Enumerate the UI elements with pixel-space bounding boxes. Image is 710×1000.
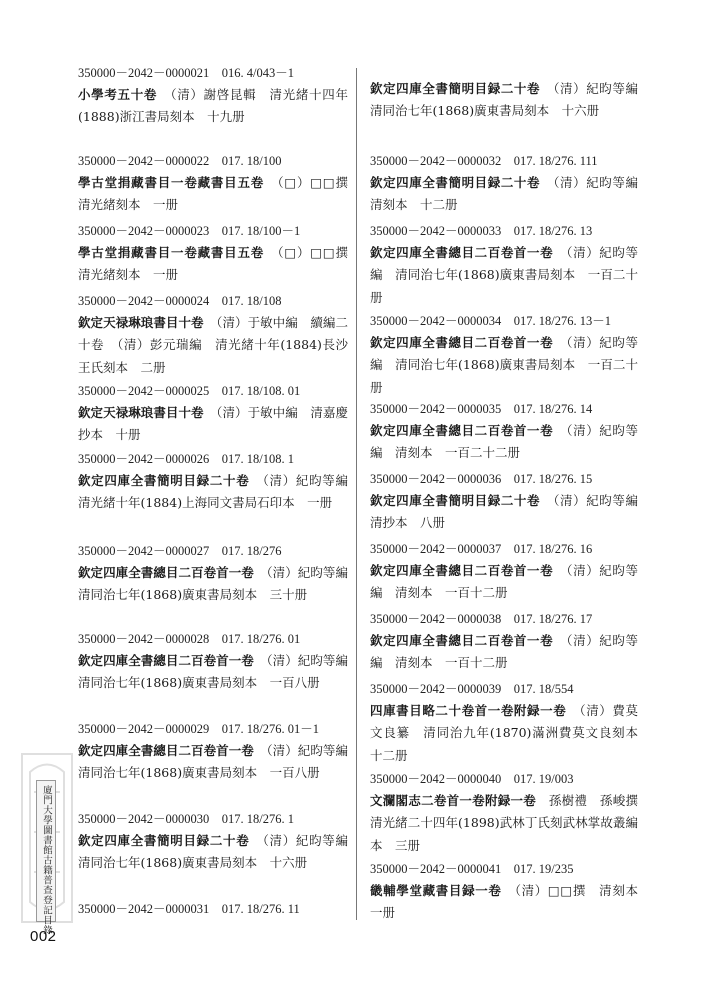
- entry-title: 欽定四庫全書總目二百卷首一卷: [370, 563, 554, 578]
- column-divider: [356, 68, 357, 920]
- entry-details: （清）紀昀等編 清同治七年(1868)廣東書局刻本 十六册: [78, 833, 361, 871]
- catalog-entry: [78, 540, 361, 607]
- entry-description: [370, 242, 638, 309]
- entry-description: [78, 242, 361, 287]
- entry-code: 350000－2042－0000034 017. 18/276. 13－1: [370, 314, 611, 328]
- entry-details: （清）紀昀等編 清刻本 一百二十二册: [370, 423, 638, 461]
- catalog-entry: [370, 858, 651, 925]
- entry-code: 350000－2042－0000040 017. 19/003: [370, 772, 574, 786]
- spine-label-text: 廈門大學圖書館古籍普查登記目錄: [41, 785, 52, 935]
- entry-code: 350000－2042－0000026 017. 18/108. 1: [78, 452, 294, 466]
- entry-title: 欽定四庫全書總目二百卷首一卷: [370, 423, 554, 438]
- catalog-entry: [78, 718, 361, 785]
- entry-title: 欽定天禄琳琅書目十卷: [78, 315, 204, 330]
- entry-description: [370, 790, 651, 857]
- entry-title: 欽定四庫全書簡明目録二十卷: [370, 81, 541, 96]
- entry-description: [78, 84, 348, 129]
- catalog-entry: [370, 468, 651, 535]
- entry-details: （清）紀昀等編 清刻本 一百十二册: [370, 563, 638, 601]
- page-number: 002: [30, 928, 57, 945]
- entry-title: 欽定四庫全書簡明目録二十卷: [370, 493, 541, 508]
- entry-title: 欽定四庫全書簡明目録二十卷: [78, 473, 250, 488]
- catalog-entry: [78, 380, 348, 447]
- catalog-entry: [78, 898, 348, 920]
- entry-title: 畿輔學堂藏書目録一卷: [370, 883, 502, 898]
- entry-details: （清）于敏中編 續編二十卷 （清）彭元瑞編 清光緒十年(1884)長沙王氏刻本 二册: [78, 315, 348, 375]
- entry-description: [78, 470, 361, 515]
- entry-title: 欽定四庫全書簡明目録二十卷: [370, 175, 541, 190]
- catalog-entry: [370, 220, 638, 309]
- entry-title: 欽定四庫全書總目二百卷首一卷: [370, 245, 554, 260]
- catalog-entry: [78, 808, 361, 875]
- entry-code: 350000－2042－0000039 017. 18/554: [370, 682, 574, 696]
- catalog-entry: [370, 768, 651, 857]
- entry-details: （清）□□撰 清刻本 一册: [370, 883, 651, 921]
- entry-description: [370, 880, 651, 925]
- entry-description: [370, 700, 651, 767]
- entry-title: 欽定四庫全書總目二百卷首一卷: [370, 633, 554, 648]
- catalog-entry: [78, 448, 361, 515]
- entry-title: 學古堂捐藏書目一卷藏書目五卷: [78, 175, 265, 190]
- catalog-entry: [370, 678, 651, 767]
- entry-details: （□）□□撰 清光緒刻本 一册: [78, 175, 361, 213]
- catalog-entry: [370, 78, 651, 123]
- spine-label: [36, 780, 56, 935]
- entry-details: （清）于敏中編 清嘉慶抄本 十册: [78, 405, 348, 443]
- entry-title: 欽定天禄琳琅書目十卷: [78, 405, 204, 420]
- entry-title: 小學考五十卷: [78, 87, 158, 102]
- catalog-entry: [78, 62, 348, 129]
- entry-description: [370, 630, 638, 675]
- entry-title: 欽定四庫全書總目二百卷首一卷: [78, 653, 254, 668]
- entry-code: 350000－2042－0000025 017. 18/108. 01: [78, 384, 301, 398]
- entry-details: （清）紀昀等編 清抄本 八册: [370, 493, 651, 531]
- entry-title: 欽定四庫全書總目二百卷首一卷: [370, 335, 554, 350]
- entry-code: 350000－2042－0000036 017. 18/276. 15: [370, 472, 593, 486]
- entry-details: （清）紀昀等編 清同治七年(1868)廣東書局刻本 一百八册: [78, 653, 361, 691]
- entry-description: [78, 740, 361, 785]
- entry-description: [78, 402, 348, 447]
- entry-description: [370, 420, 638, 465]
- entry-code: 350000－2042－0000033 017. 18/276. 13: [370, 224, 593, 238]
- entry-title: 欽定四庫全書總目二百卷首一卷: [78, 743, 254, 758]
- entry-title: 欽定四庫全書總目二百卷首一卷: [78, 565, 254, 580]
- entry-details: 孫樹禮 孫峻撰 清光緒二十四年(1898)武林丁氏刻武林掌故叢編本 三册: [370, 793, 651, 853]
- entry-description: [78, 312, 348, 379]
- catalog-entry: [370, 150, 651, 217]
- entry-details: （清）紀昀等編 清刻本 十二册: [370, 175, 651, 213]
- entry-code: 350000－2042－0000041 017. 19/235: [370, 862, 574, 876]
- entry-code: 350000－2042－0000027 017. 18/276: [78, 544, 282, 558]
- entry-code: 350000－2042－0000028 017. 18/276. 01: [78, 632, 301, 646]
- entry-description: [370, 172, 651, 217]
- entry-description: [370, 490, 651, 535]
- entry-description: [78, 562, 361, 607]
- entry-details: （清）紀昀等編 清同治七年(1868)廣東書局刻本 十六册: [370, 81, 651, 119]
- entry-code: 350000－2042－0000023 017. 18/100－1: [78, 224, 301, 238]
- entry-description: [78, 172, 361, 217]
- entry-title: 學古堂捐藏書目一卷藏書目五卷: [78, 245, 265, 260]
- entry-details: （清）紀昀等編 清同治七年(1868)廣東書局刻本 一百八册: [78, 743, 361, 781]
- entry-details: （清）紀昀等編 清同治七年(1868)廣東書局刻本 三十册: [78, 565, 361, 603]
- entry-code: 350000－2042－0000031 017. 18/276. 11: [78, 902, 300, 916]
- entry-code: 350000－2042－0000037 017. 18/276. 16: [370, 542, 593, 556]
- catalog-entry: [370, 608, 638, 675]
- entry-code: 350000－2042－0000032 017. 18/276. 111: [370, 154, 598, 168]
- entry-title: 四庫書目略二十卷首一卷附録一卷: [370, 703, 567, 718]
- entry-description: [370, 78, 651, 123]
- entry-code: 350000－2042－0000024 017. 18/108: [78, 294, 282, 308]
- entry-details: （□）□□撰 清光緒刻本 一册: [78, 245, 361, 283]
- entry-description: [78, 830, 361, 875]
- entry-code: 350000－2042－0000029 017. 18/276. 01－1: [78, 722, 319, 736]
- entry-title: 欽定四庫全書簡明目録二十卷: [78, 833, 250, 848]
- entry-details: （清）費莫文良纂 清同治九年(1870)滿洲費莫文良刻本 十二册: [370, 703, 651, 763]
- entry-details: （清）紀昀等編 清光緒十年(1884)上海同文書局石印本 一册: [78, 473, 361, 511]
- entry-title: 文瀾閣志二卷首一卷附録一卷: [370, 793, 537, 808]
- entry-description: [370, 560, 638, 605]
- entry-code: 350000－2042－0000038 017. 18/276. 17: [370, 612, 593, 626]
- catalog-entry: [370, 310, 638, 399]
- entry-code: 350000－2042－0000035 017. 18/276. 14: [370, 402, 593, 416]
- entry-details: （清）紀昀等編 清同治七年(1868)廣東書局刻本 一百二十册: [370, 245, 638, 305]
- entry-details: （清）謝啓昆輯 清光緒十四年(1888)浙江書局刻本 十九册: [78, 87, 348, 125]
- entry-description: [370, 332, 638, 399]
- catalog-entry: [78, 628, 361, 695]
- entry-code: 350000－2042－0000021 016. 4/043－1: [78, 66, 294, 80]
- entry-details: （清）紀昀等編 清刻本 一百十二册: [370, 633, 638, 671]
- entry-description: [78, 650, 361, 695]
- entry-details: （清）紀昀等編 清同治七年(1868)廣東書局刻本 一百二十册: [370, 335, 638, 395]
- entry-code: 350000－2042－0000030 017. 18/276. 1: [78, 812, 294, 826]
- catalog-entry: [370, 398, 638, 465]
- catalog-entry: [78, 220, 361, 287]
- catalog-entry: [370, 538, 638, 605]
- entry-code: 350000－2042－0000022 017. 18/100: [78, 154, 282, 168]
- catalog-entry: [78, 150, 361, 217]
- catalog-entry: [78, 290, 348, 379]
